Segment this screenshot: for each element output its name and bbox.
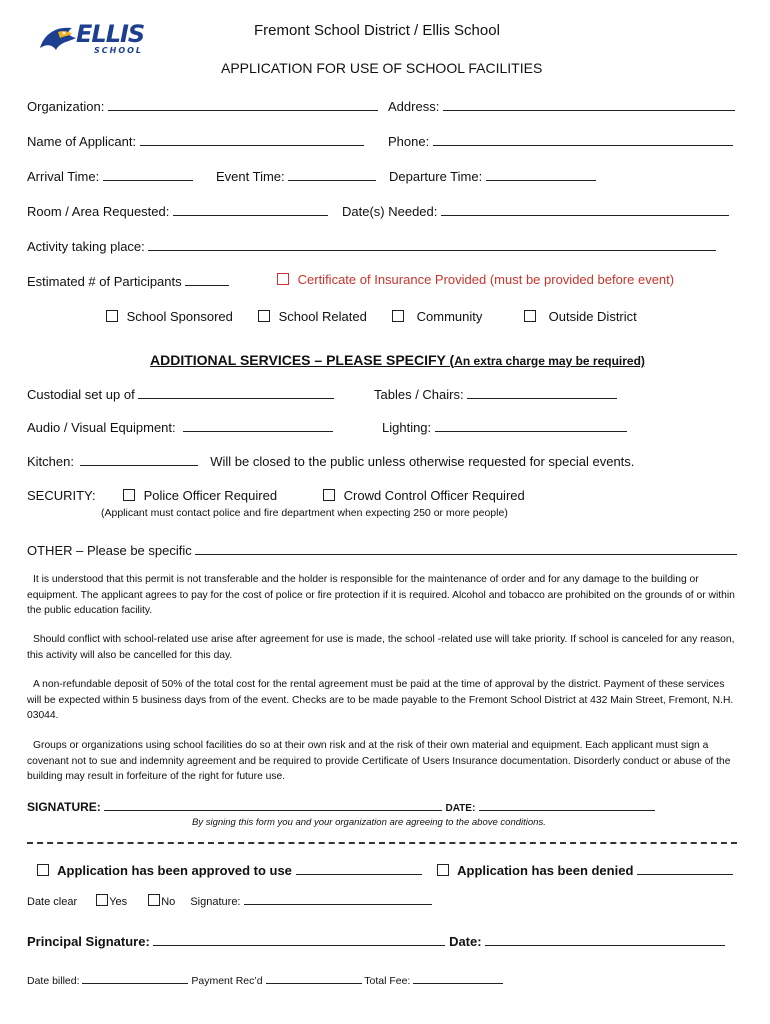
address-label: Address: (388, 99, 440, 114)
kitchen-field[interactable] (80, 452, 198, 466)
security-note: (Applicant must contact police and fire department when expecting 250 or more people) (101, 507, 508, 519)
tables-row (374, 385, 617, 402)
phone-field[interactable] (433, 132, 733, 146)
date-clear-label: Date clear (27, 896, 78, 908)
crowd-control-option[interactable] (323, 488, 525, 503)
room-row (27, 202, 328, 219)
organization-label: Organization: (27, 99, 105, 114)
payment-label: Payment Rec’d (191, 975, 263, 987)
outside-district-option[interactable] (524, 309, 637, 324)
yes-checkbox[interactable] (96, 894, 108, 906)
principal-date-field[interactable] (485, 932, 725, 946)
dates-label: Date(s) Needed: (342, 204, 438, 219)
school-related-option[interactable] (258, 309, 367, 324)
date-billed-field[interactable] (82, 973, 188, 984)
participants-row (27, 272, 229, 289)
dates-row (342, 202, 729, 219)
applicant-field[interactable] (140, 132, 364, 146)
denied-field[interactable] (637, 861, 733, 875)
av-label: Audio / Visual Equipment: (27, 420, 176, 435)
additional-services-heading (150, 352, 645, 368)
lighting-field[interactable] (435, 418, 627, 432)
approved-row (37, 861, 422, 878)
total-fee-field[interactable] (413, 973, 503, 984)
school-related-checkbox[interactable] (258, 310, 270, 322)
applicant-label: Name of Applicant: (27, 134, 137, 149)
police-label: Police Officer Required (143, 488, 278, 503)
date-label: DATE: (445, 803, 476, 814)
kitchen-row (27, 452, 634, 469)
kitchen-note: Will be closed to the public unless otherwise requested for special events. (210, 454, 635, 469)
eagle-icon (38, 20, 78, 56)
terms-paragraph-3: A non-refundable deposit of 50% of the total cost for the rental agreement must be paid at the time of approval by the district. Payment of these services will be expected within 5 business days from of the event. Checks are to be made payable to the Fremont School District at 432 Main Street, Fremont, N.H. 03044. (27, 679, 734, 722)
additional-heading-text: ADDITIONAL SERVICES – PLEASE SPECIFY ( (150, 352, 455, 368)
crowd-control-label: Crowd Control Officer Required (343, 488, 525, 503)
terms-paragraph-1: It is understood that this permit is not transferable and the holder is responsible for the maintenance of order and for any damage to the building or equipment. The applicant agrees to pay for the cost of police or fire protection if it is required. Alcohol and tobacco are prohibited on the grounds of or within the public education facility. (27, 574, 735, 617)
other-row (27, 541, 737, 558)
dates-field[interactable] (441, 202, 729, 216)
arrival-label: Arrival Time: (27, 169, 100, 184)
ellis-school-logo (38, 20, 145, 58)
custodial-field[interactable] (138, 385, 334, 399)
school-sponsored-option[interactable] (106, 309, 233, 324)
approved-checkbox[interactable] (37, 864, 49, 876)
certificate-row (277, 272, 674, 287)
no-label: No (161, 896, 176, 908)
principal-field[interactable] (153, 932, 445, 946)
logo-main-text: ELLIS (76, 20, 145, 48)
address-row (388, 97, 735, 114)
other-label: OTHER – Please be specific (27, 543, 192, 558)
approved-field[interactable] (296, 861, 422, 875)
yes-label: Yes (109, 896, 128, 908)
denied-label: Application has been denied (457, 863, 634, 878)
date-billed-label: Date billed: (27, 975, 80, 987)
community-option[interactable] (392, 309, 482, 324)
custodial-row (27, 385, 334, 402)
community-label: Community (416, 309, 483, 324)
total-fee-label: Total Fee: (364, 975, 411, 987)
principal-date-label: Date: (449, 934, 482, 949)
community-checkbox[interactable] (392, 310, 404, 322)
principal-label: Principal Signature: (27, 934, 150, 949)
logo-sub-text: SCHOOL (94, 46, 144, 55)
terms-paragraph-4: Groups or organizations using school facilities do so at their own risk and at the risk of their own material and equipment. Each applicant must sign a covenant not to sue and indemnity agreement and be required to provide Certificate of Users Insurance documentation. Disorderly conduct or abuse of the building may result in forfeiture of the right for future use. (27, 740, 731, 783)
form-subtitle: APPLICATION FOR USE OF SCHOOL FACILITIES (221, 60, 543, 76)
event-time-field[interactable] (288, 167, 376, 181)
phone-label: Phone: (388, 134, 430, 149)
participants-label: Estimated # of Participants (27, 274, 182, 289)
date-field[interactable] (479, 799, 655, 811)
police-option[interactable] (123, 488, 277, 503)
outside-district-checkbox[interactable] (524, 310, 536, 322)
departure-field[interactable] (486, 167, 596, 181)
signature-label: SIGNATURE: (27, 800, 101, 814)
arrival-field[interactable] (103, 167, 193, 181)
participants-field[interactable] (185, 272, 229, 286)
event-time-label: Event Time: (216, 169, 285, 184)
departure-row (389, 167, 596, 184)
arrival-row (27, 167, 193, 184)
av-field[interactable] (183, 418, 333, 432)
custodial-label: Custodial set up of (27, 387, 135, 402)
room-label: Room / Area Requested: (27, 204, 170, 219)
kitchen-label: Kitchen: (27, 454, 74, 469)
departure-label: Departure Time: (389, 169, 483, 184)
signature-note: By signing this form you and your organization are agreeing to the above conditions. (192, 817, 546, 828)
certificate-checkbox[interactable] (277, 273, 289, 285)
billing-row (27, 973, 503, 987)
lighting-label: Lighting: (382, 420, 432, 435)
signature-field[interactable] (104, 799, 442, 811)
activity-label: Activity taking place: (27, 239, 145, 254)
police-checkbox[interactable] (123, 489, 135, 501)
signature-row (27, 799, 655, 814)
av-row (27, 418, 333, 435)
no-checkbox[interactable] (148, 894, 160, 906)
phone-row (388, 132, 733, 149)
date-clear-row (27, 894, 432, 908)
tables-label: Tables / Chairs: (374, 387, 464, 402)
crowd-control-checkbox[interactable] (323, 489, 335, 501)
denied-row (437, 861, 733, 878)
outside-district-label: Outside District (548, 309, 637, 324)
office-signature-label: Signature: (190, 896, 241, 908)
security-label: SECURITY: (27, 488, 96, 503)
terms-paragraph-2: Should conflict with school-related use arise after agreement for use is made, the school -related use will take priority. If school is canceled for any reason, this activity will also be cancelled for this day. (27, 634, 735, 661)
organization-field[interactable] (108, 97, 378, 111)
additional-heading-note: An extra charge may be required) (454, 354, 645, 368)
payment-field[interactable] (266, 973, 362, 984)
activity-field[interactable] (148, 237, 716, 251)
approved-label: Application has been approved to use (57, 863, 292, 878)
office-signature-field[interactable] (244, 894, 432, 905)
denied-checkbox[interactable] (437, 864, 449, 876)
activity-row (27, 237, 716, 254)
applicant-row (27, 132, 364, 149)
page-title: Fremont School District / Ellis School (254, 22, 500, 39)
organization-row (27, 97, 378, 114)
lighting-row (382, 418, 627, 435)
address-field[interactable] (443, 97, 735, 111)
school-related-label: School Related (278, 309, 367, 324)
principal-row (27, 932, 725, 949)
tables-field[interactable] (467, 385, 617, 399)
room-field[interactable] (173, 202, 328, 216)
school-sponsored-label: School Sponsored (126, 309, 233, 324)
divider (27, 842, 737, 844)
certificate-label: Certificate of Insurance Provided (must be provided before event) (297, 272, 675, 287)
event-time-row (216, 167, 376, 184)
school-sponsored-checkbox[interactable] (106, 310, 118, 322)
other-field[interactable] (195, 541, 737, 555)
